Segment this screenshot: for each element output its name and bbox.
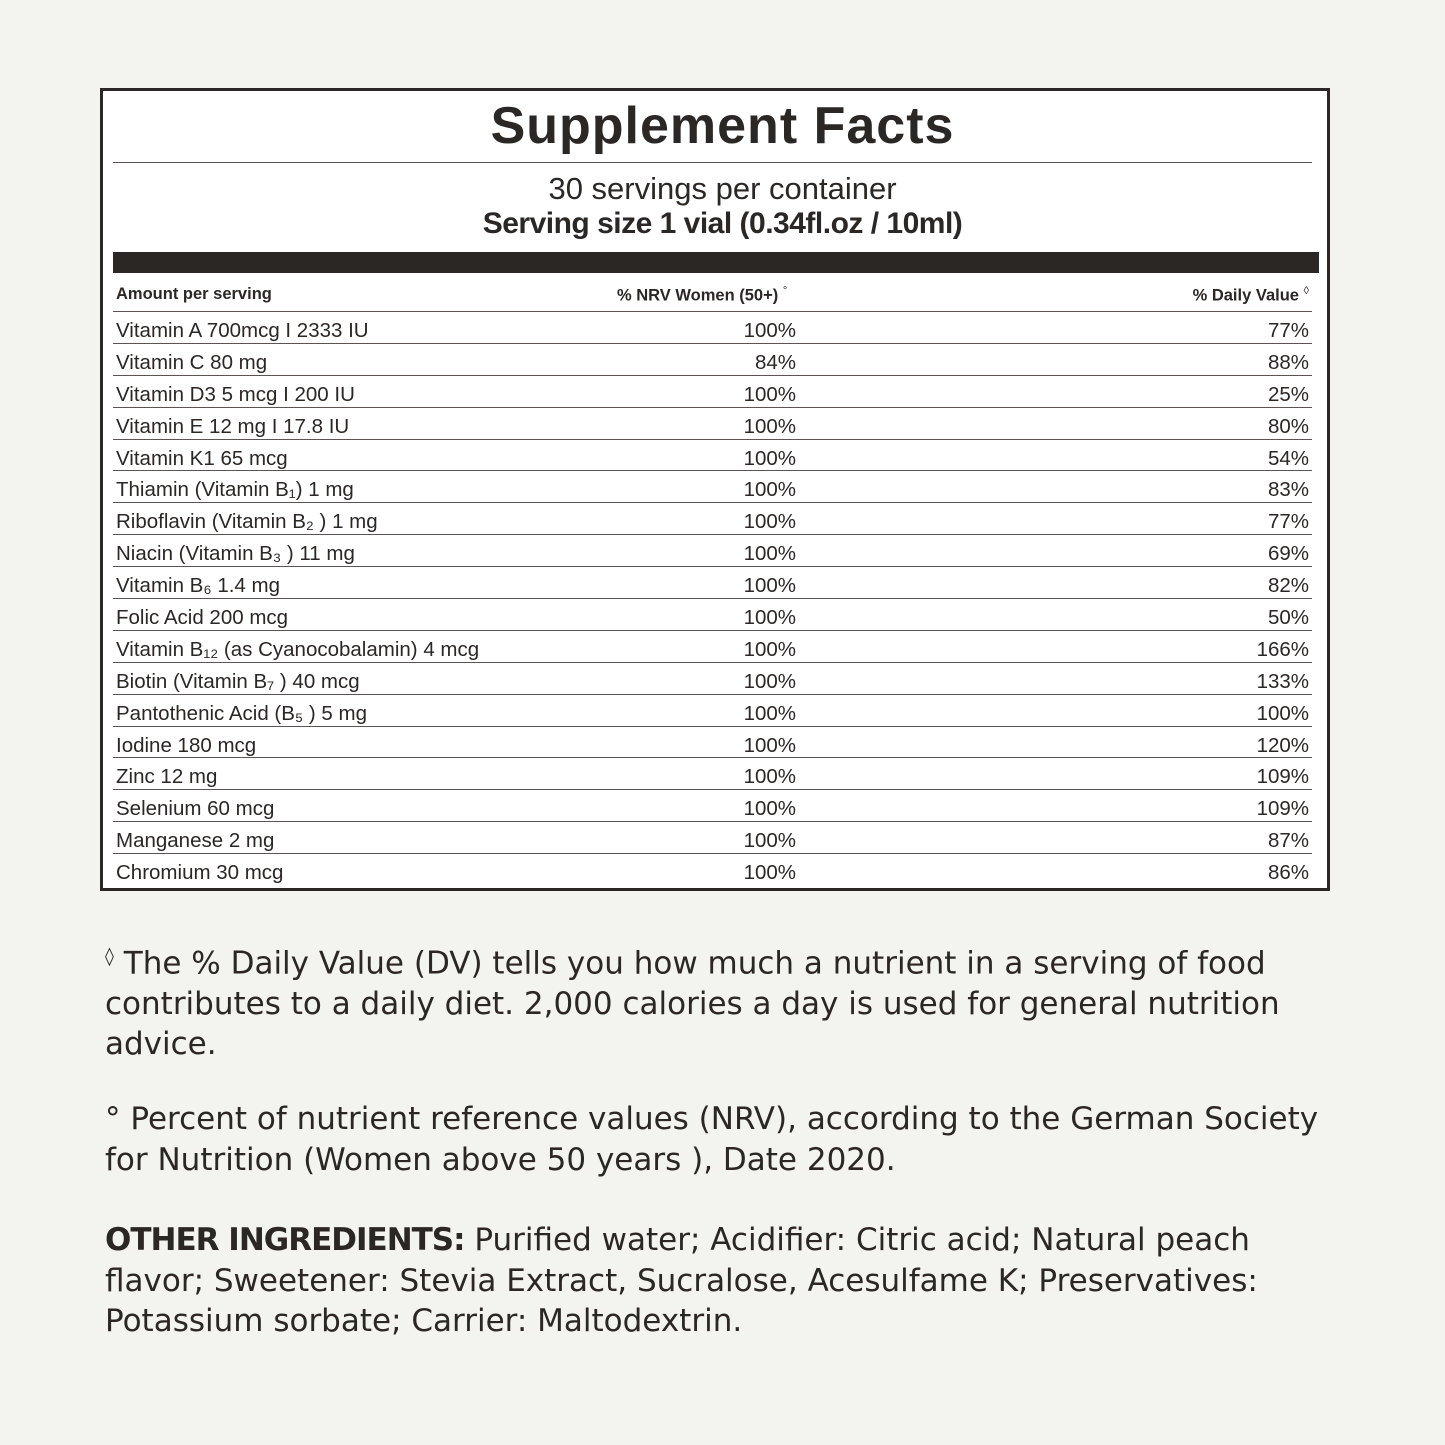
nutrient-name: Biotin (Vitamin B₇ ) 40 mcg <box>116 669 360 693</box>
table-row <box>113 695 1312 727</box>
nutrient-daily-value: 69% <box>1267 542 1309 566</box>
nutrient-name: Riboflavin (Vitamin B₂ ) 1 mg <box>116 510 378 534</box>
table-row <box>113 535 1312 567</box>
column-header-nrv-text: % NRV Women (50+) <box>617 286 779 305</box>
nutrient-daily-value: 133% <box>1256 669 1309 693</box>
thick-divider <box>113 252 1319 273</box>
table-row <box>113 503 1312 535</box>
nutrient-name: Folic Acid 200 mcg <box>116 606 289 630</box>
nutrient-nrv: 84% <box>754 350 796 374</box>
column-header-nrv <box>617 285 787 306</box>
nutrient-name: Selenium 60 mcg <box>116 797 275 821</box>
nutrient-nrv: 100% <box>743 765 796 789</box>
nutrient-daily-value: 82% <box>1267 574 1309 598</box>
table-row <box>113 663 1312 695</box>
column-header-daily-value <box>1193 285 1309 306</box>
nutrient-nrv: 100% <box>743 701 796 725</box>
table-row <box>113 727 1312 759</box>
nutrient-daily-value: 50% <box>1267 606 1309 630</box>
nutrient-daily-value: 120% <box>1256 733 1309 757</box>
nutrient-table <box>113 312 1312 886</box>
nutrient-name: Vitamin A 700mcg I 2333 IU <box>116 319 369 342</box>
table-row <box>113 567 1312 599</box>
nutrient-nrv: 100% <box>743 606 796 630</box>
nutrient-name: Thiamin (Vitamin B₁) 1 mg <box>116 478 354 502</box>
nutrient-name: Vitamin C 80 mg <box>116 350 268 374</box>
other-ingredients-text: Purified water; Acidifier: Citric acid; Natural peach flavor; Sweetener: Stevia Extract, Sucralose, Acesulfame K; Preservatives: Potassium sorbate; Carrier: Maltodextrin. <box>105 1222 1258 1339</box>
table-row <box>113 790 1312 822</box>
nutrient-daily-value: 109% <box>1256 797 1309 821</box>
table-row <box>113 376 1312 408</box>
table-row <box>113 854 1312 886</box>
table-row <box>113 408 1312 440</box>
nutrient-daily-value: 87% <box>1267 829 1309 853</box>
table-row <box>113 440 1312 472</box>
table-row <box>113 822 1312 854</box>
nutrient-daily-value: 77% <box>1267 319 1309 342</box>
nutrient-nrv: 100% <box>743 733 796 757</box>
other-ingredients <box>105 1220 1335 1342</box>
nutrient-nrv: 100% <box>743 542 796 566</box>
nutrient-daily-value: 109% <box>1256 765 1309 789</box>
nutrient-name: Chromium 30 mcg <box>116 861 284 885</box>
nutrient-nrv: 100% <box>743 797 796 821</box>
nrv-footnote: ° Percent of nutrient reference values (NRV), according to the German Society for Nutrition (Women above 50 years ), Date 2020. <box>105 1101 1319 1178</box>
nutrient-name: Vitamin D3 5 mcg I 200 IU <box>116 382 355 406</box>
nutrient-name: Manganese 2 mg <box>116 829 275 853</box>
nutrient-name: Pantothenic Acid (B₅ ) 5 mg <box>116 701 367 725</box>
nutrient-daily-value: 88% <box>1267 350 1309 374</box>
nutrient-nrv: 100% <box>743 414 796 438</box>
other-ingredients-label: OTHER INGREDIENTS: <box>105 1222 465 1258</box>
label-title: Supplement Facts <box>490 97 955 155</box>
nutrient-daily-value: 83% <box>1267 478 1309 502</box>
nutrient-nrv: 100% <box>743 510 796 534</box>
nutrient-daily-value: 54% <box>1267 446 1309 470</box>
nutrient-daily-value: 25% <box>1267 382 1309 406</box>
nutrient-nrv: 100% <box>743 637 796 661</box>
nutrient-nrv: 100% <box>743 382 796 406</box>
nutrient-daily-value: 80% <box>1267 414 1309 438</box>
table-row <box>113 312 1312 344</box>
table-row <box>113 758 1312 790</box>
nutrient-daily-value: 77% <box>1267 510 1309 534</box>
column-header-dv-text: % Daily Value <box>1192 286 1299 305</box>
nutrient-daily-value: 166% <box>1256 637 1309 661</box>
nutrient-daily-value: 100% <box>1256 701 1309 725</box>
dv-diamond-mark: ◊ <box>1303 285 1309 297</box>
table-row <box>113 631 1312 663</box>
table-row <box>113 471 1312 503</box>
nutrient-daily-value: 86% <box>1267 861 1309 885</box>
nutrient-nrv: 100% <box>743 319 796 342</box>
daily-value-footnote-text: The % Daily Value (DV) tells you how much a nutrient in a serving of food contributes to a daily diet. 2,000 calories a day is used for general nutrition advice. <box>105 945 1280 1063</box>
nutrient-name: Vitamin B₆ 1.4 mg <box>116 574 280 598</box>
nutrient-name: Vitamin B₁₂ (as Cyanocobalamin) 4 mcg <box>116 637 480 661</box>
nutrient-name: Vitamin E 12 mg I 17.8 IU <box>116 414 350 438</box>
table-row <box>113 344 1312 376</box>
column-header-amount: Amount per serving <box>116 285 272 303</box>
nutrient-nrv: 100% <box>743 669 796 693</box>
nutrient-nrv: 100% <box>743 861 796 885</box>
daily-value-footnote <box>105 937 1335 1065</box>
table-row <box>113 599 1312 631</box>
nutrient-nrv: 100% <box>743 478 796 502</box>
nutrient-name: Zinc 12 mg <box>116 765 218 789</box>
nutrient-nrv: 100% <box>743 829 796 853</box>
serving-size: Serving size 1 vial (0.34fl.oz / 10ml) <box>482 207 963 240</box>
diamond-mark: ◊ <box>105 946 114 967</box>
title-divider <box>113 162 1312 163</box>
nrv-degree-mark: ° <box>782 285 788 297</box>
nutrient-name: Vitamin K1 65 mcg <box>116 446 288 470</box>
nutrient-name: Niacin (Vitamin B₃ ) 11 mg <box>116 542 355 566</box>
nutrient-name: Iodine 180 mcg <box>116 733 257 757</box>
nutrient-nrv: 100% <box>743 446 796 470</box>
nutrient-nrv: 100% <box>743 574 796 598</box>
servings-per-container: 30 servings per container <box>548 171 897 206</box>
